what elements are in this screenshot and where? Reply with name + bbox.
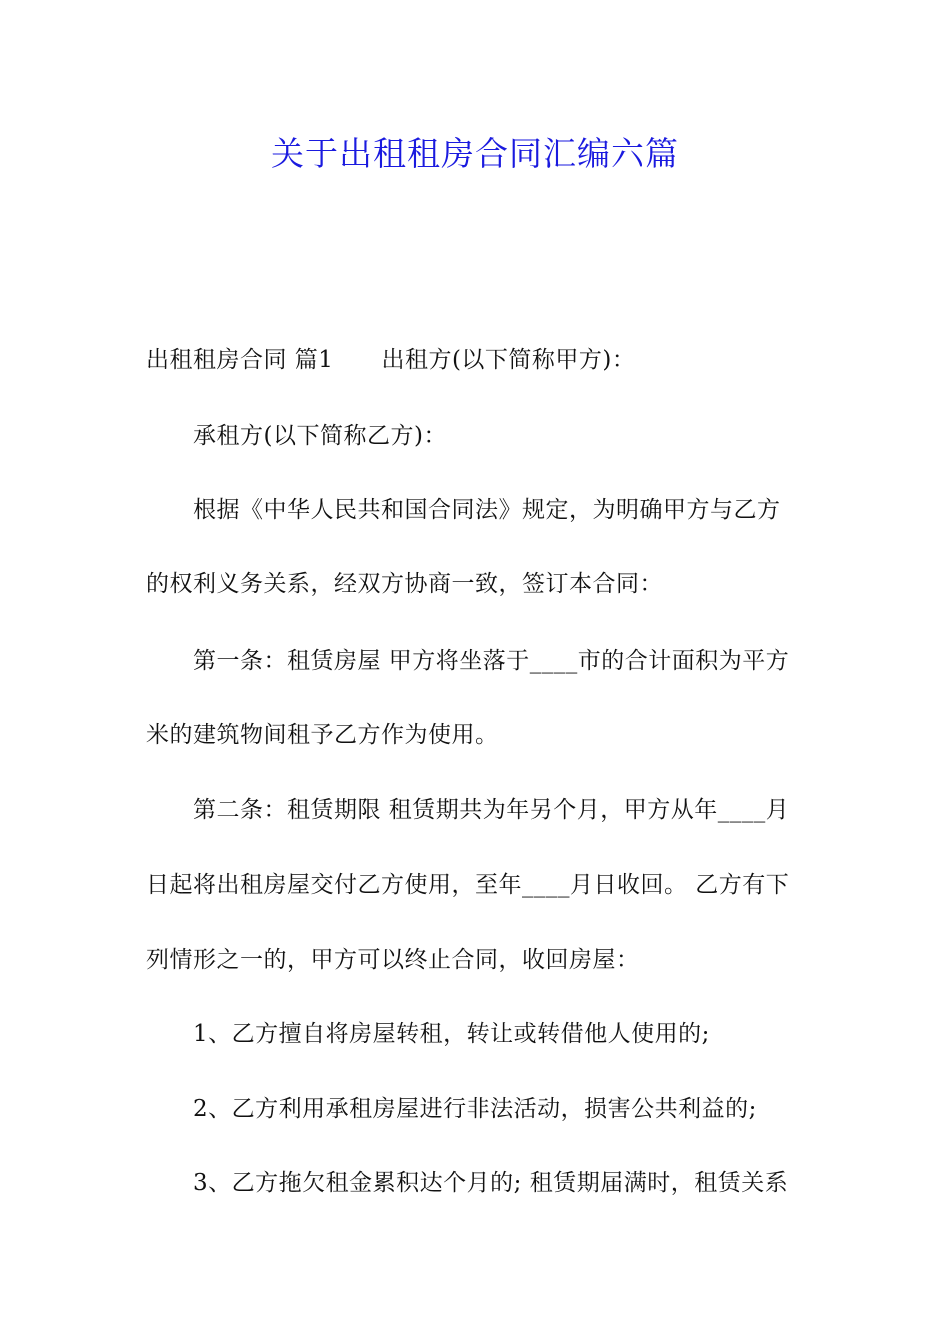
paragraph-line: 米的建筑物间租予乙方作为使用。	[146, 722, 499, 748]
document-title: 关于出租租房合同汇编六篇	[271, 134, 679, 173]
contract-heading: 出租租房合同 篇1	[146, 347, 334, 373]
list-item: 2、乙方利用承租房屋进行非法活动，损害公共利益的;	[193, 1096, 757, 1122]
lessor-label: 出租方(以下简称甲方)：	[381, 347, 636, 373]
paragraph-line: 列情形之一的，甲方可以终止合同，收回房屋：	[146, 947, 640, 973]
lessee-label: 承租方(以下简称乙方)：	[193, 423, 447, 449]
clause-one-line: 第一条：租赁房屋 甲方将坐落于____市的合计面积为平方	[193, 648, 790, 674]
list-item: 1、乙方擅自将房屋转租，转让或转借他人使用的;	[193, 1021, 710, 1047]
paragraph-line: 日起将出租房屋交付乙方使用，至年____月日收回。 乙方有下	[146, 872, 790, 898]
paragraph-line: 的权利义务关系，经双方协商一致，签订本合同：	[146, 571, 663, 597]
paragraph-line	[146, 345, 806, 375]
paragraph-line: 根据《中华人民共和国合同法》规定，为明确甲方与乙方	[193, 497, 781, 523]
list-item: 3、乙方拖欠租金累积达个月的; 租赁期届满时，租赁关系	[193, 1170, 789, 1196]
clause-two-line: 第二条：租赁期限 租赁期共为年另个月，甲方从年____月	[193, 797, 790, 823]
